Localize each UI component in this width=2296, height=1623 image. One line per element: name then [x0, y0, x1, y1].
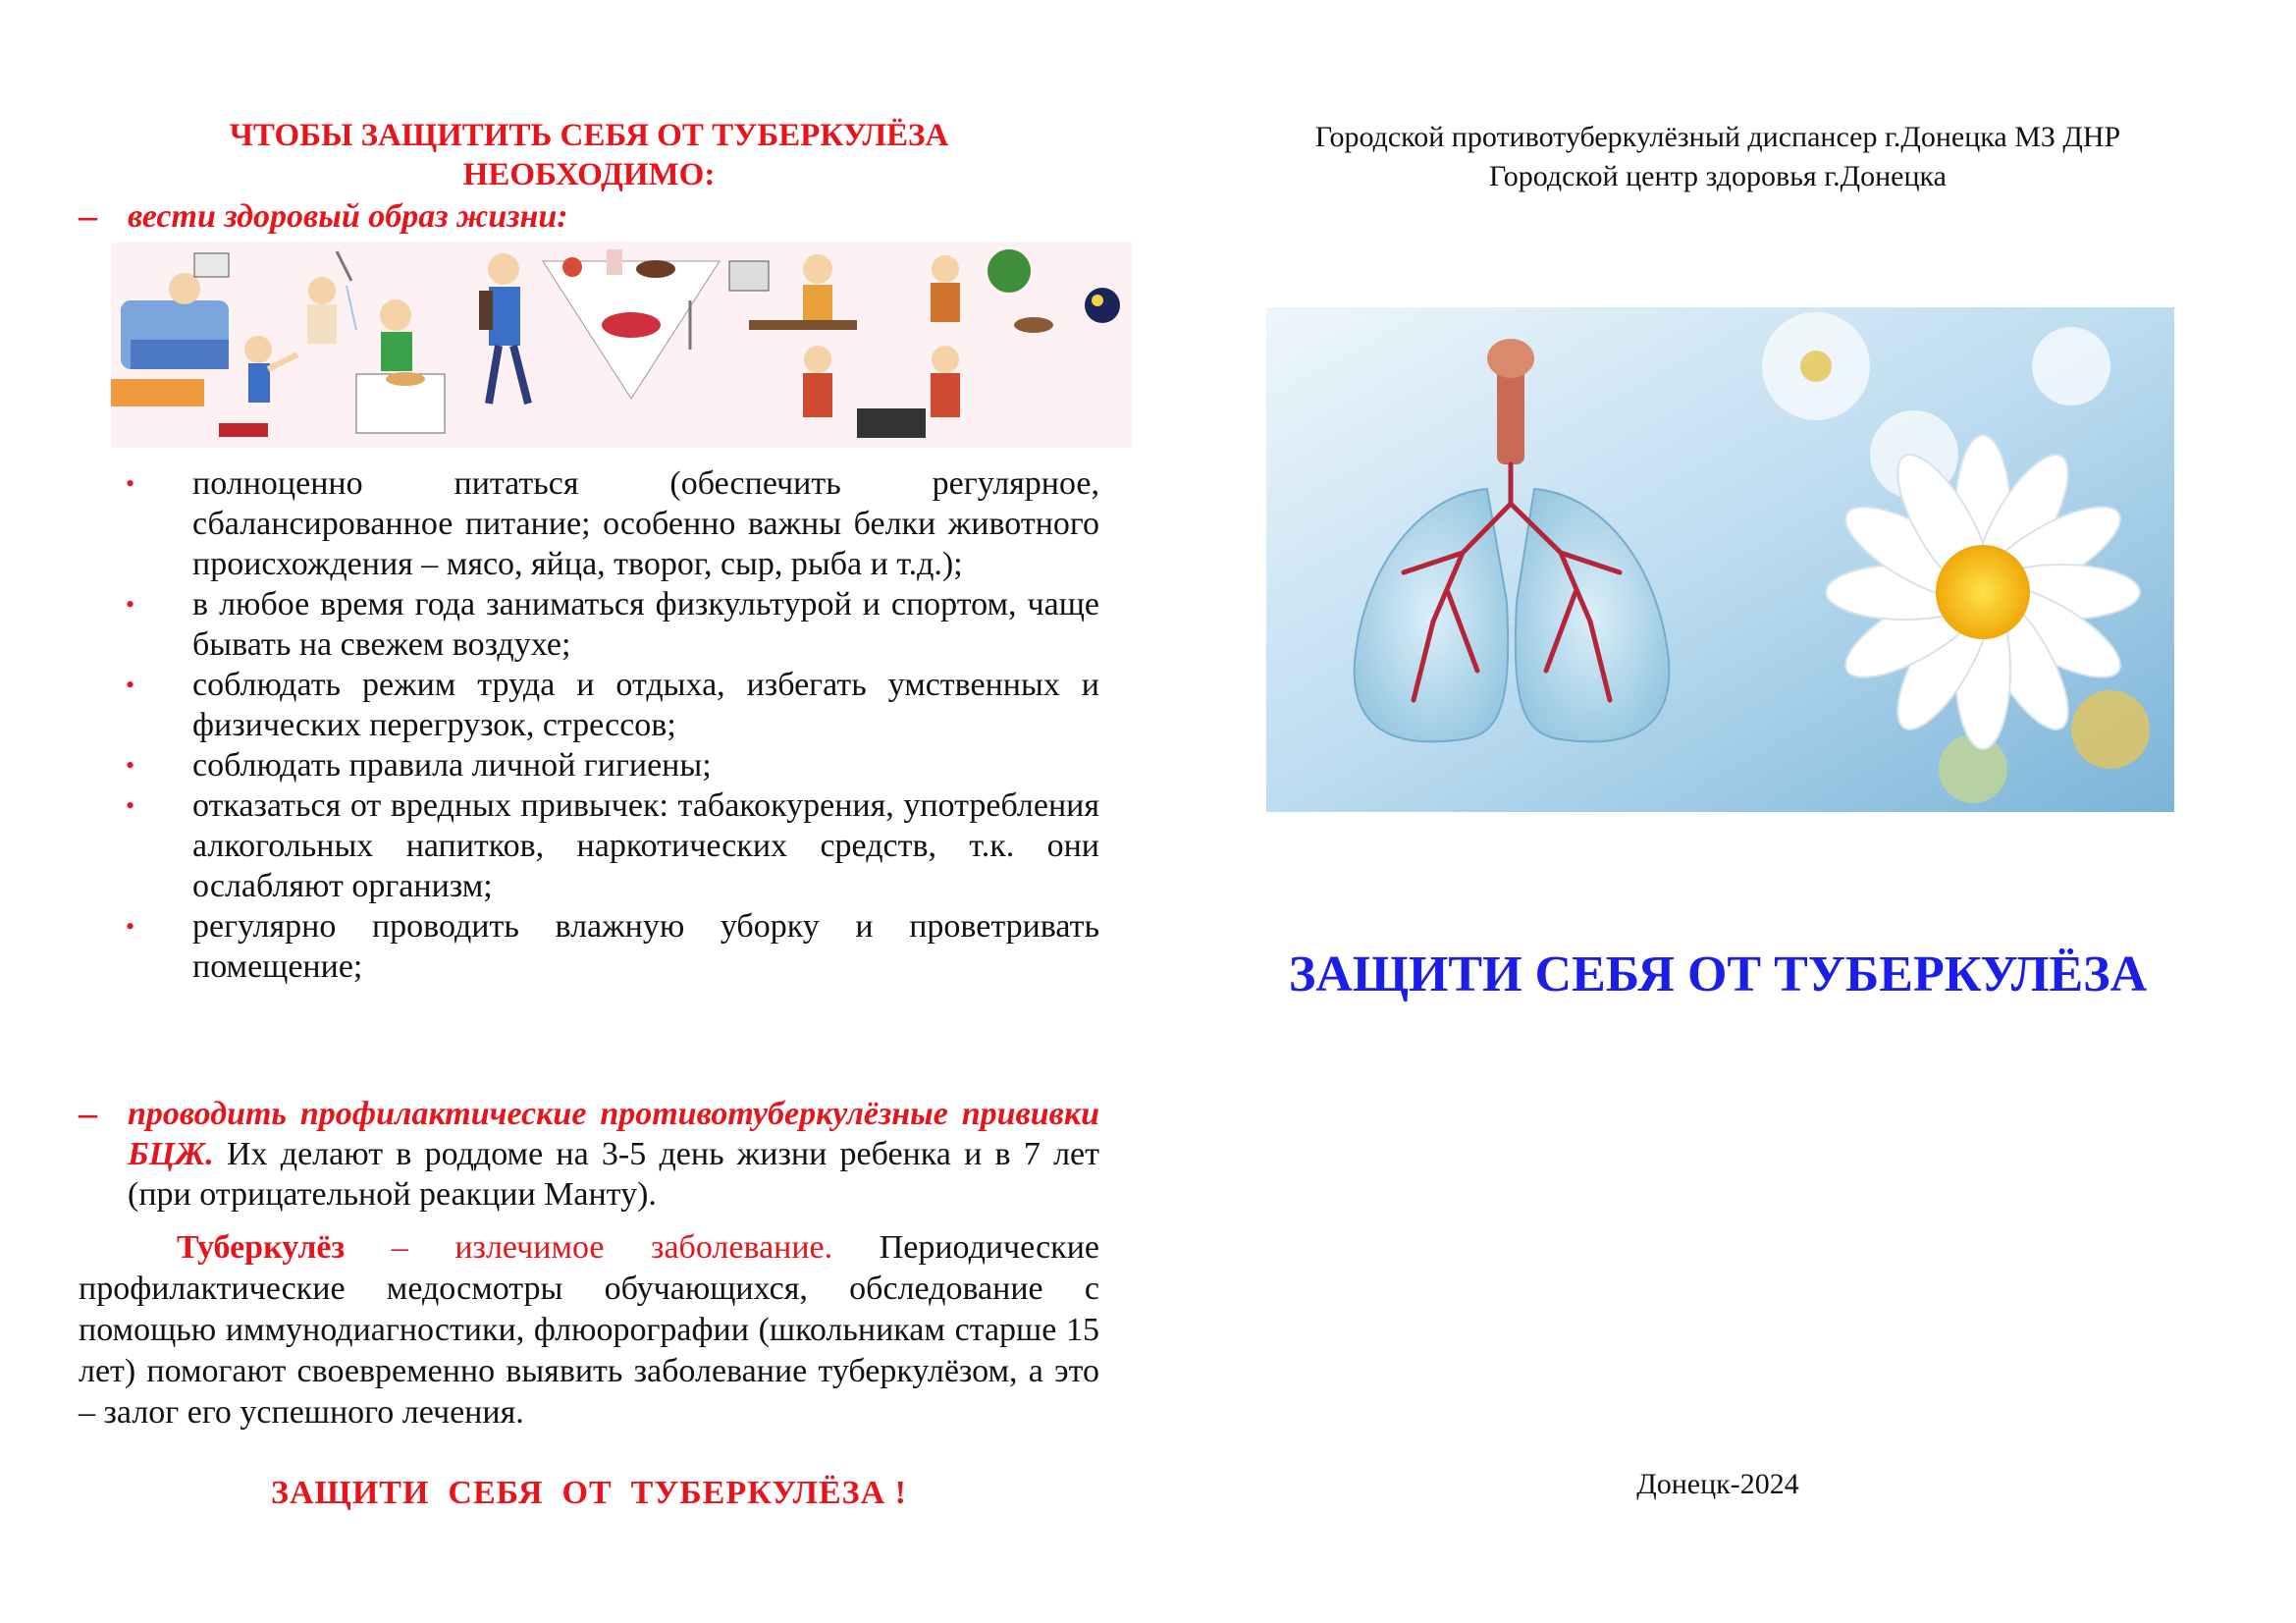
healthy-lifestyle-label: вести здоровый образ жизни: — [128, 198, 568, 235]
list-item: • в любое время года заниматься физкультурой и спортом, чаще бывать на свежем воздухе; — [126, 586, 1099, 663]
dash-marker: – — [79, 195, 97, 237]
child-studying-figure — [729, 254, 857, 330]
paragraph-subject: Туберкулёз — [177, 1229, 346, 1266]
night-clock-figure — [1085, 288, 1120, 323]
list-item: • соблюдать правила личной гигиены; — [126, 747, 712, 784]
child-exercising-figure — [219, 336, 297, 437]
heading-line-2: НЕОБХОДИМО: — [462, 157, 716, 192]
footer-slogan: ЗАЩИТИ СЕБЯ ОТ ТУБЕРКУЛЁЗА ! — [271, 1475, 907, 1511]
bullet-marker: • — [126, 469, 135, 498]
bullet-marker: • — [126, 751, 135, 780]
healthy-lifestyle-illustration — [111, 242, 1132, 448]
bullet-marker: • — [126, 791, 135, 820]
recommendations-list — [126, 463, 1099, 987]
list-item: • соблюдать режим труда и отдыха, избегать умственных и физических перегрузок, стрессов; — [126, 667, 1099, 743]
organization-line-2: Городской центр здоровья г.Донецка — [1489, 160, 1947, 192]
bullet-marker: • — [126, 590, 135, 619]
children-playing-chess-figure — [803, 346, 960, 438]
list-item: • отказаться от вредных привычек: табакокурения, употребления алкогольных напитков, наркотических средств, т.к. они ослабляют организм; — [126, 787, 1099, 904]
curable-disease-paragraph — [79, 1227, 1099, 1434]
dash-item-healthy-lifestyle — [79, 196, 1099, 237]
child-running-with-dog-figure — [931, 249, 1053, 333]
vaccination-label: проводить профилактические противотуберкулёзные прививки БЦЖ. — [128, 1096, 1099, 1172]
list-item: • регулярно проводить влажную уборку и проветривать помещение; — [126, 908, 1099, 985]
city-year: Донецк-2024 — [1636, 1468, 1799, 1500]
organization-line-1: Городской противотуберкулёзный диспансер г.Донецка МЗ ДНР — [1314, 121, 2121, 153]
leaflet-heading — [79, 116, 1099, 194]
bullet-marker: • — [126, 671, 135, 699]
child-washing-figure — [307, 251, 356, 344]
cover-title: ЗАЩИТИ СЕБЯ ОТ ТУБЕРКУЛЁЗА — [1288, 947, 2148, 1002]
child-eating-figure — [356, 299, 445, 433]
paragraph-claim: – излечимое заболевание. — [345, 1229, 833, 1266]
dash-marker: – — [79, 1093, 97, 1134]
schoolboy-figure — [479, 253, 528, 404]
child-waking-up-figure — [111, 253, 229, 406]
heading-line-1: ЧТОБЫ ЗАЩИТИТЬ СЕБЯ ОТ ТУБЕРКУЛЁЗА — [229, 118, 949, 153]
lungs-daisy-cover-image — [1266, 307, 2174, 812]
bullet-marker: • — [126, 912, 135, 941]
paragraph-text: Периодические профилактические медосмотры обучающихся, обследование с помощью иммунодиагностики, флюорографии (школьникам старше 15 лет) помогают своевременно выявить заболевание туберкулёзом, а это – залог его успешного лечения. — [79, 1229, 1099, 1431]
healthy-food-figure — [543, 249, 720, 399]
vaccination-text: Их делают в роддоме на 3-5 день жизни ребенка и в 7 лет (при отрицательной реакции Манту). — [128, 1136, 1099, 1213]
list-item: • полноценно питаться (обеспечить регулярное, сбалансированное питание; особенно важны белки животного происхождения – мясо, яйца, творог, сыр, рыба и т.д.); — [126, 465, 1099, 582]
dash-item-vaccination — [79, 1094, 1099, 1215]
